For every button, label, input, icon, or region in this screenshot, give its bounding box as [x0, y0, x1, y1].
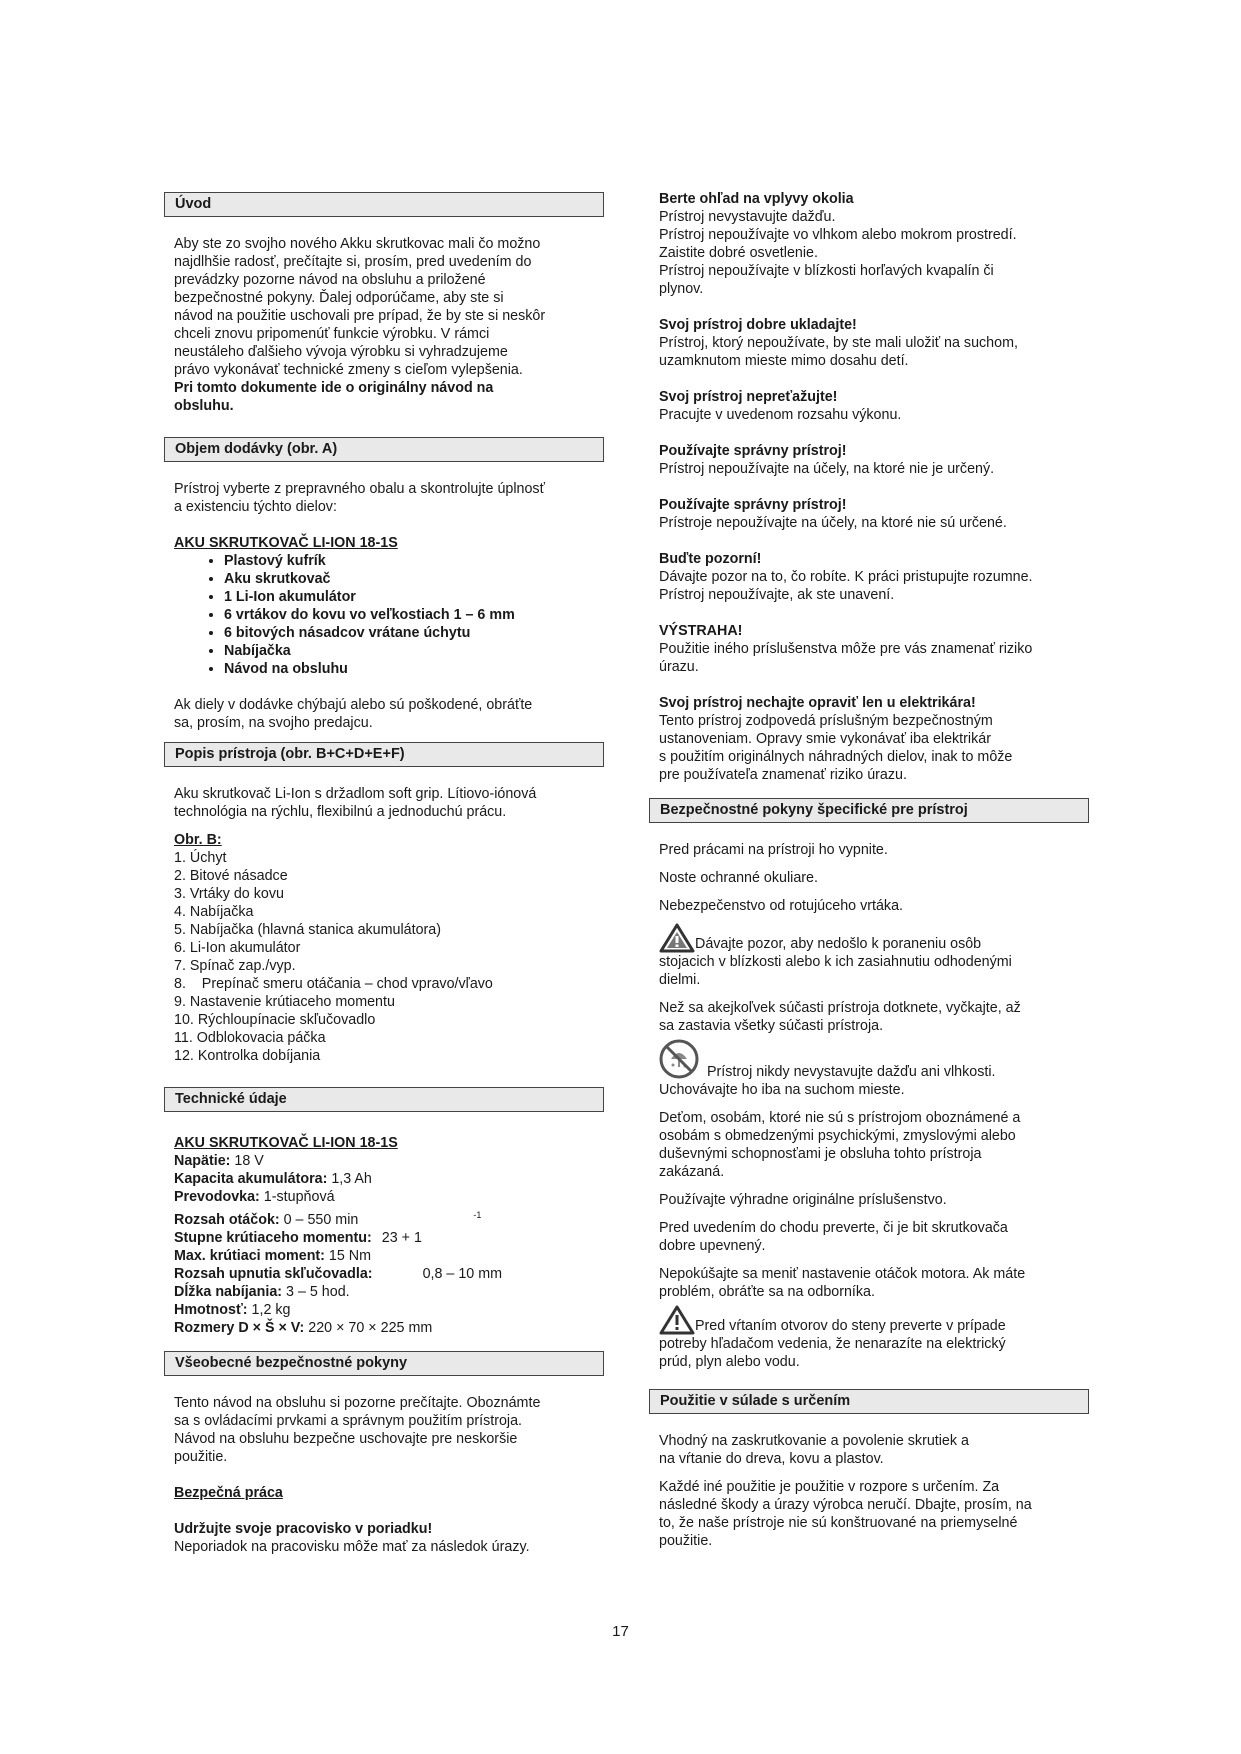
text-line: Nepokúšajte sa meniť nastavenie otáčok motora. Ak máte — [659, 1266, 1026, 1282]
correct-tool-text-2: Prístroje nepoužívajte na účely, na ktoré nie sú určené. — [659, 515, 1007, 531]
list-item: 11. Odblokovacia páčka — [174, 1030, 326, 1046]
warning-title: VÝSTRAHA! — [659, 623, 743, 639]
description-text — [164, 785, 604, 821]
text-line: Prístroj, ktorý nepoužívate, by ste mali uložiť na suchom, — [659, 335, 1018, 351]
scope-list — [164, 552, 604, 678]
right-column — [649, 190, 1089, 1550]
text-line: uzamknutom mieste mimo dosahu detí. — [659, 353, 909, 369]
store-text — [649, 334, 1089, 370]
text-line: Každé iné použitie je použitie v rozpore s určením. Za — [659, 1479, 1000, 1495]
text-line: Dávajte pozor, aby nedošlo k poraneniu osôb — [695, 936, 982, 952]
warning-text — [649, 640, 1089, 676]
description-header: Popis prístroja (obr. B+C+D+E+F) — [164, 742, 604, 767]
repair-text — [649, 712, 1089, 784]
text-line: Dávajte pozor na to, čo robíte. K práci pristupujte rozumne. — [659, 569, 1033, 585]
spec-dims: Rozmery D × Š × V: 220 × 70 × 225 mm — [174, 1319, 433, 1336]
order-title: Udržujte svoje pracovisko v poriadku! — [174, 1520, 433, 1537]
text-line: na vŕtanie do dreva, kovu a plastov. — [659, 1451, 884, 1467]
list-item: • Aku skrutkovač — [224, 570, 604, 588]
text-line: duševnými schopnosťami je obsluha tohto prístroja — [659, 1146, 982, 1162]
repair-title: Svoj prístroj nechajte opraviť len u elektrikára! — [659, 695, 976, 711]
scope-header: Objem dodávky (obr. A) — [164, 437, 604, 462]
list-item: • 1 Li-Ion akumulátor — [224, 588, 604, 606]
correct-tool-title-2: Používajte správny prístroj! — [659, 497, 847, 513]
intro-text — [164, 235, 604, 415]
text-line: Použitie iného príslušenstva môže pre vás znamenať riziko — [659, 641, 1033, 657]
specific-3: Nebezpečenstvo od rotujúceho vrtáka. — [659, 898, 903, 914]
text-line: Tento prístroj zodpovedá príslušným bezpečnostným — [659, 713, 993, 729]
list-item: • Nabíjačka — [224, 642, 604, 660]
list-item: 4. Nabíjačka — [174, 904, 254, 920]
text-line: ustanoveniam. Opravy smie vykonávať iba elektrikár — [659, 731, 991, 747]
list-item: • 6 bitových násadcov vrátane úchytu — [224, 624, 604, 642]
text-line: Prístroj vyberte z prepravného obalu a skontrolujte úplnosť — [174, 481, 545, 497]
original-notice: Pri tomto dokumente ide o originálny návod na — [174, 380, 494, 396]
careful-text — [649, 568, 1089, 604]
text-line: pre používateľa znamenať riziko úrazu. — [659, 767, 907, 783]
list-item: 12. Kontrolka dobíjania — [174, 1048, 321, 1064]
env-text — [649, 208, 1089, 298]
figure-b-title: Obr. B: — [174, 832, 222, 848]
text-line: a existenciu týchto dielov: — [174, 499, 337, 515]
specific-4 — [649, 923, 1089, 989]
scope-title: AKU SKRUTKOVAČ LI-ION 18-1S — [174, 535, 398, 551]
safety-text — [164, 1394, 604, 1466]
specific-8: Používajte výhradne originálne príslušenstvo. — [659, 1192, 947, 1208]
text-line: technológia na rýchlu, flexibilnú a jednoduchú prácu. — [174, 804, 507, 820]
text-line: následné škody a úrazy výrobca neručí. Dbajte, prosím, na — [659, 1497, 1032, 1513]
specific-1: Pred prácami na prístroji ho vypnite. — [659, 842, 888, 858]
text-line: Prístroj nevystavujte dažďu. — [659, 209, 836, 225]
text-line: Tento návod na obsluhu si pozorne prečítajte. Oboznámte — [174, 1394, 541, 1411]
order-text: Neporiadok na pracovisku môže mať za následok úrazy. — [174, 1538, 530, 1555]
specific-10 — [649, 1265, 1089, 1301]
spec-max-torque: Max. krútiaci moment: 15 Nm — [174, 1247, 372, 1264]
text-line: návod na použitie uschovali pre prípad, že by ste si neskôr — [174, 308, 546, 324]
text-line: Aku skrutkovač Li-Ion s držadlom soft grip. Lítiovo-iónová — [174, 786, 537, 802]
safe-work-title: Bezpečná práca — [174, 1484, 283, 1501]
env-title: Berte ohľad na vplyvy okolia — [659, 191, 854, 207]
careful-title: Buďte pozorní! — [659, 551, 762, 567]
overload-title: Svoj prístroj nepreťažujte! — [659, 389, 838, 405]
list-item: 2. Bitové násadce — [174, 868, 288, 884]
scope-note — [164, 696, 604, 732]
list-item: 10. Rýchloupínacie skľučovadlo — [174, 1012, 376, 1028]
text-line: sa, prosím, na svojho predajcu. — [174, 715, 373, 731]
text-line: s použitím originálnych náhradných dielov, inak to môže — [659, 749, 1013, 765]
intended-use-1 — [649, 1432, 1089, 1468]
spec-voltage: Napätie: 18 V — [174, 1153, 264, 1169]
list-item: 5. Nabíjačka (hlavná stanica akumulátora) — [174, 922, 442, 938]
text-line: Zaistite dobré osvetlenie. — [659, 245, 818, 261]
text-line: Vhodný na zaskrutkovanie a povolenie skrutiek a — [659, 1433, 969, 1449]
list-item: • 6 vrtákov do kovu vo veľkostiach 1 – 6 mm — [224, 606, 604, 624]
store-title: Svoj prístroj dobre ukladajte! — [659, 317, 857, 333]
list-item: 1. Úchyt — [174, 850, 227, 866]
text-line: Pred uvedením do chodu preverte, či je bit skrutkovača — [659, 1220, 1008, 1236]
spec-capacity: Kapacita akumulátora: 1,3 Ah — [174, 1171, 372, 1187]
list-item: 3. Vrtáky do kovu — [174, 886, 284, 902]
spec-speed: Rozsah otáčok: 0 – 550 min $^{-1}$ — [174, 1210, 482, 1228]
specific-safety-header: Bezpečnostné pokyny špecifické pre prístroj — [649, 798, 1089, 823]
scope-text — [164, 480, 604, 516]
text-line: plynov. — [659, 281, 704, 297]
safety-header: Všeobecné bezpečnostné pokyny — [164, 1351, 604, 1376]
text-line: použitie. — [659, 1533, 713, 1549]
original-notice: obsluhu. — [174, 398, 234, 414]
warning-triangle-icon — [659, 1305, 695, 1335]
text-line: Prístroj nepoužívajte v blízkosti horľavých kvapalín či — [659, 263, 994, 279]
text-line: úrazu. — [659, 659, 699, 675]
list-item: 9. Nastavenie krútiaceho momentu — [174, 994, 395, 1010]
text-line: Uchovávajte ho iba na suchom mieste. — [659, 1082, 905, 1098]
tech-specs — [164, 1152, 604, 1337]
list-item: 8. Prepínač smeru otáčania – chod vpravo/vľavo — [174, 976, 493, 992]
text-line: Aby ste zo svojho nového Akku skrutkovac mali čo možno — [174, 236, 541, 252]
intro-header: Úvod — [164, 192, 604, 217]
specific-11 — [649, 1305, 1089, 1371]
text-line: bezpečnostné pokyny. Ďalej odporúčame, aby ste si — [174, 290, 504, 306]
list-item: 7. Spínač zap./vyp. — [174, 958, 296, 974]
specific-7 — [649, 1109, 1089, 1181]
text-line: najdlhšie radosť, prečítajte si, prosím, pred uvedením do — [174, 254, 532, 270]
specific-2: Noste ochranné okuliare. — [659, 870, 818, 886]
spec-chuck: Rozsah upnutia skľučovadla: 0,8 – 10 mm — [174, 1265, 503, 1282]
text-line: Pred vŕtaním otvorov do steny preverte v prípade — [695, 1318, 1006, 1334]
text-line: použitie. — [174, 1448, 228, 1465]
left-column — [164, 192, 604, 1556]
spec-weight: Hmotnosť: 1,2 kg — [174, 1301, 291, 1318]
intended-use-header: Použitie v súlade s určením — [649, 1389, 1089, 1414]
spec-torque-steps: Stupne krútiaceho momentu: 23 + 1 — [174, 1229, 422, 1246]
correct-tool-title: Používajte správny prístroj! — [659, 443, 847, 459]
text-line: Prístroj nepoužívajte vo vlhkom alebo mokrom prostredí. — [659, 227, 1017, 243]
specific-5 — [649, 999, 1089, 1035]
tech-header: Technické údaje — [164, 1087, 604, 1112]
text-line: právo vykonávať technické zmeny s cieľom vylepšenia. — [174, 362, 523, 378]
no-rain-icon — [659, 1039, 701, 1081]
text-line: prevádzky pozorne návod na obsluhu a priložené — [174, 272, 486, 288]
list-item: • Návod na obsluhu — [224, 660, 604, 678]
text-line: dielmi. — [659, 972, 701, 988]
specific-9 — [649, 1219, 1089, 1255]
text-line: Prístroj nepoužívajte, ak ste unavení. — [659, 587, 895, 603]
list-item: 6. Li-Ion akumulátor — [174, 940, 301, 956]
text-line: Ak diely v dodávke chýbajú alebo sú poškodené, obráťte — [174, 697, 533, 713]
spec-charge: Dĺžka nabíjania: 3 – 5 hod. — [174, 1283, 350, 1300]
specific-6 — [649, 1039, 1089, 1099]
page-number: 17 — [612, 1623, 629, 1640]
text-line: Návod na obsluhu bezpečne uschovajte pre neskoršie — [174, 1430, 518, 1447]
overload-text: Pracujte v uvedenom rozsahu výkonu. — [659, 407, 902, 423]
text-line: osobám s obmedzenými psychickými, zmyslovými alebo — [659, 1128, 1016, 1144]
text-line: stojacich v blízkosti alebo k ich zasiahnutiu odhodenými — [659, 954, 1012, 970]
text-line: zakázaná. — [659, 1164, 725, 1180]
tech-title: AKU SKRUTKOVAČ LI-ION 18-1S — [174, 1135, 398, 1151]
spec-gear: Prevodovka: 1-stupňová — [174, 1189, 335, 1205]
text-line: Než sa akejkoľvek súčasti prístroja dotknete, vyčkajte, až — [659, 1000, 1021, 1016]
text-line: neustáleho ďalšieho vývoja výrobku si vyhradzujeme — [174, 344, 508, 360]
text-line: sa s ovládacími prvkami a správnym použitím prístroja. — [174, 1412, 523, 1429]
text-line: Deťom, osobám, ktoré nie sú s prístrojom oboznámené a — [659, 1110, 1021, 1126]
text-line: to, že naše prístroje nie sú konštruované na priemyselné — [659, 1515, 1018, 1531]
correct-tool-text: Prístroj nepoužívajte na účely, na ktoré nie je určený. — [659, 461, 995, 477]
warning-triangle-icon — [659, 923, 695, 953]
text-line: sa zastavia všetky súčasti prístroja. — [659, 1018, 884, 1034]
text-line: prúd, plyn alebo vodu. — [659, 1354, 800, 1370]
text-line: potreby hľadačom vedenia, že nenarazíte na elektrický — [659, 1336, 1006, 1352]
figure-b-list — [164, 849, 604, 1065]
text-line: dobre upevnený. — [659, 1238, 766, 1254]
text-line: Prístroj nikdy nevystavujte dažďu ani vlhkosti. — [707, 1064, 996, 1080]
intended-use-2 — [649, 1478, 1089, 1550]
list-item: • Plastový kufrík — [224, 552, 604, 570]
text-line: problém, obráťte sa na odborníka. — [659, 1284, 875, 1300]
text-line: chceli znovu pripomenúť funkcie výrobku. V rámci — [174, 326, 490, 342]
